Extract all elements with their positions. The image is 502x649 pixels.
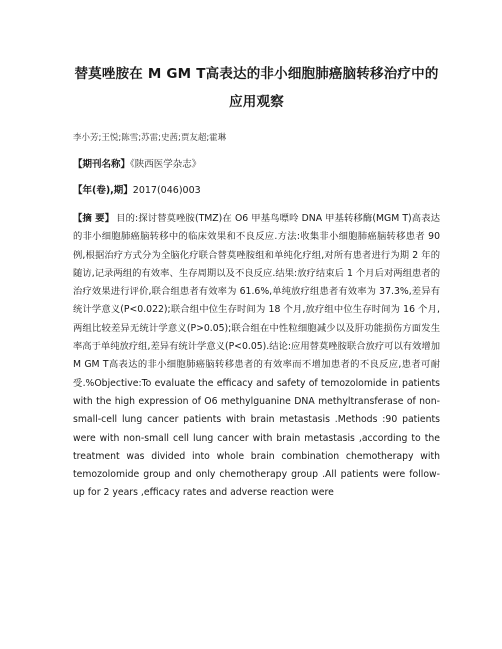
authors-line: 李小芳;王悦;陈雪;苏雷;史茜;贾友超;霍琳 [73,133,227,143]
abstract-label: 【摘 要】 [73,213,115,224]
abstract-paragraph [73,210,440,503]
journal-name-row [73,158,440,172]
journal-name-value: 《陕西医学杂志》 [130,159,202,170]
year-issue-row [73,184,440,198]
journal-name-label: 【期刊名称】 [73,159,131,170]
year-issue-value: 2017(046)003 [132,185,201,196]
year-issue-label: 【年(卷),期】 [73,185,133,196]
paper-title: 替莫唑胺在 M GM T高表达的非小细胞肺癌脑转移治疗中的应用观察 [74,66,439,110]
abstract-text: 目的:探讨替莫唑胺(TMZ)在 O6 甲基鸟嘌呤 DNA 甲基转移酶(MGM T)高表达的非小细胞肺癌脑转移中的临床效果和不良反应.方法:收集非小细胞肺癌脑转移患者 90 例,根据治疗方式分为全脑化疗联合替莫唑胺组和单纯化疗组,对所有患者进行为期 2 年的随访,记录两组的有效率、生存周期以及不良反应.结果:放疗结束后 1 个月后对两组患者的治疗效果进行评价,联合组患者有效率为 61.6%,单纯放疗组患者有效率为 37.3%,差异有统计学意义(P<0.022);联合组中位生存时间为 18 个月,放疗组中位生存时间为 16 个月,两组比较差异无统计学意义(P>0.05);联合组在中性粒细胞减少以及肝功能损伤方面发生率高于单纯放疗组,差异有统计学意义(P<0.05).结论:应用替莫唑胺联合放疗可以有效增加 M GM T高表达的非小细胞肺癌脑转移患者的有效率而不增加患者的不良反应,患者可耐受.%Objective:To evaluate the efficacy and safety of temozolomide in patients with the high expression of O6 methylguanine DNA methyltransferase of non-small-cell lung cancer patients with brain metastasis .Methods :90 patients were with non-small cell lung cancer with brain metastasis ,according to the treatment was divided into whole brain combination chemotherapy with temozolomide group and only chemotherapy group .All patients were follow-up for 2 years ,efficacy rates and adverse reaction were [73,213,440,499]
